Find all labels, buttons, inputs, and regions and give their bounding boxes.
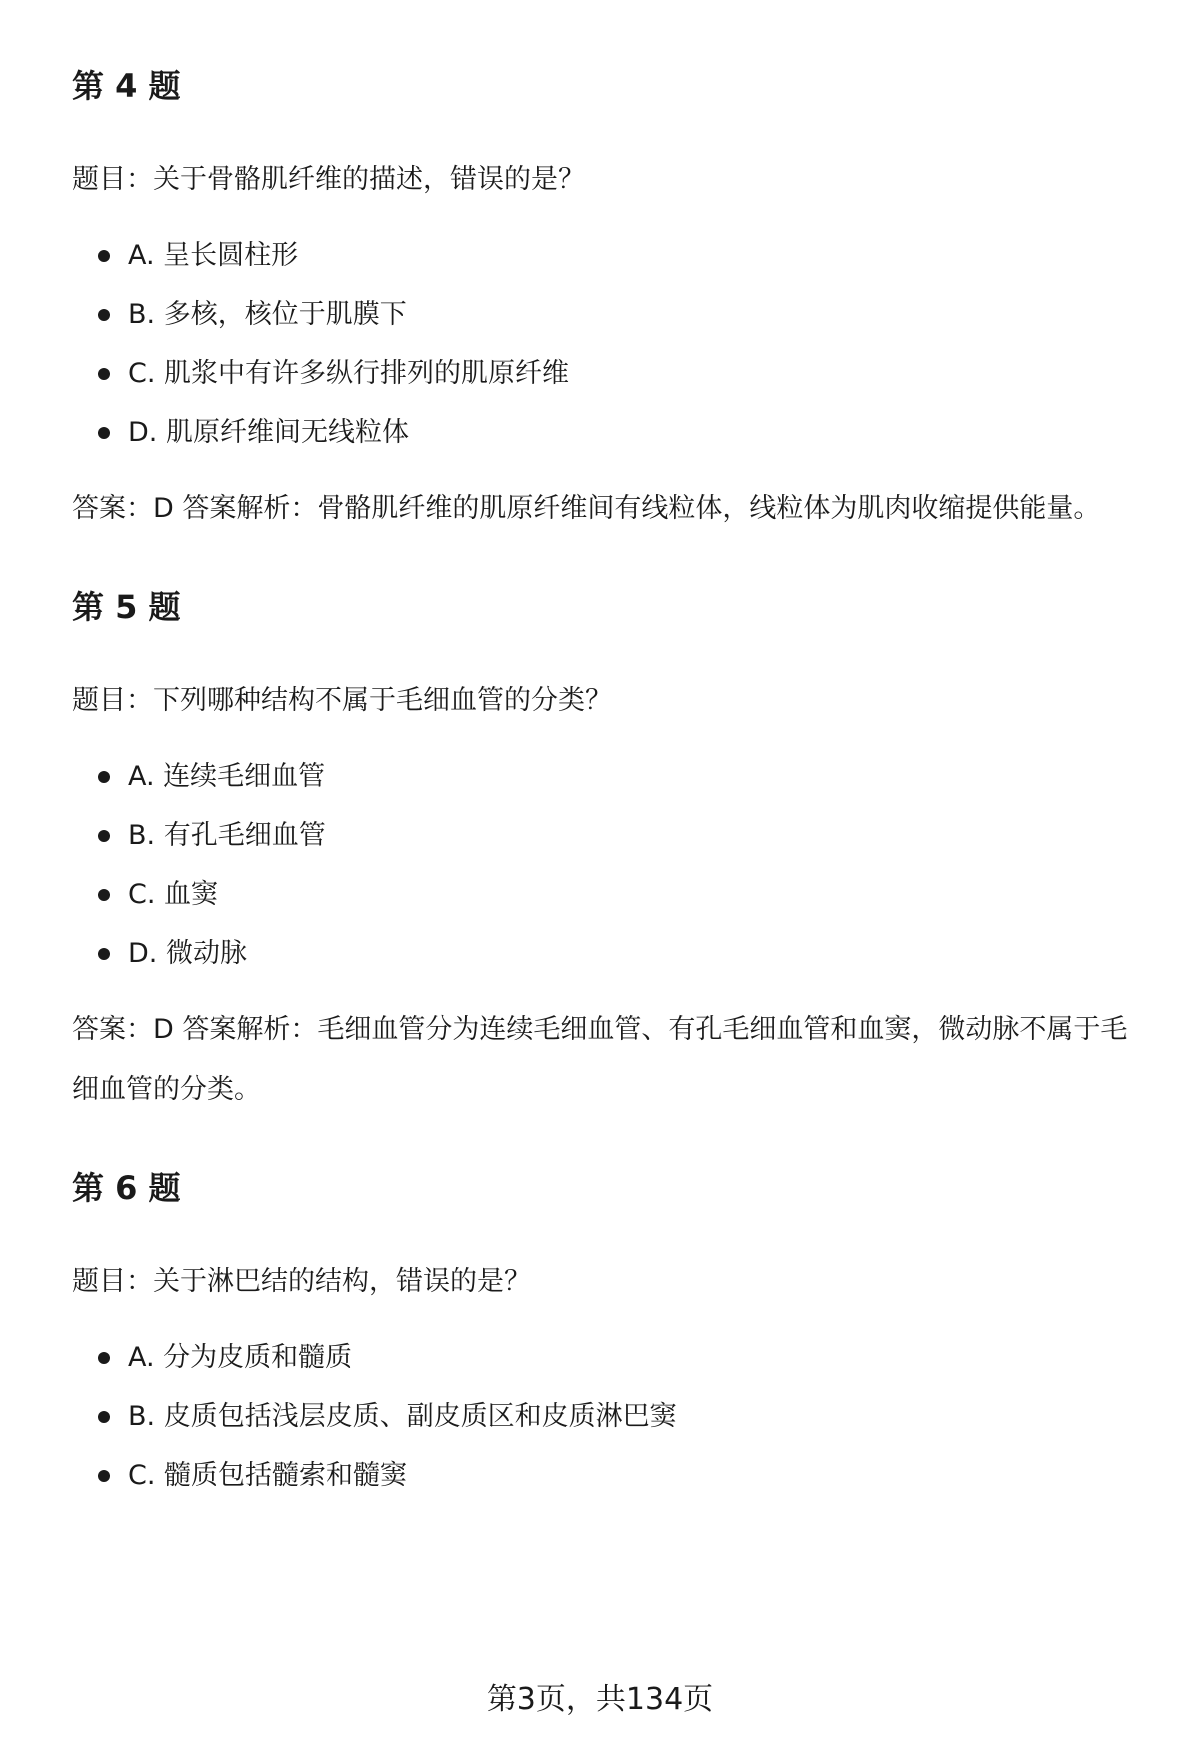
option-item	[72, 875, 1142, 915]
option-text: B. 多核，核位于肌膜下	[128, 299, 407, 330]
option-text: B. 皮质包括浅层皮质、副皮质区和皮质淋巴窦	[128, 1401, 677, 1432]
bullet-icon	[98, 1470, 110, 1482]
bullet-icon	[98, 948, 110, 960]
question-stem: 题目：关于骨骼肌纤维的描述，错误的是？	[72, 164, 585, 195]
option-text: B. 有孔毛细血管	[128, 820, 326, 851]
question-block	[72, 66, 1142, 539]
bullet-icon	[98, 368, 110, 380]
answer-explanation: 答案：D 答案解析：毛细血管分为连续毛细血管、有孔毛细血管和血窦，微动脉不属于毛细血管的分类。	[72, 1014, 1128, 1105]
bullet-icon	[98, 427, 110, 439]
page-number: 第3页，共134页	[486, 1682, 714, 1717]
question-heading: 第 5 题	[72, 588, 181, 626]
option-text: C. 髓质包括髓索和髓窦	[128, 1460, 408, 1491]
bullet-icon	[98, 771, 110, 783]
bullet-icon	[98, 830, 110, 842]
question-stem: 题目：下列哪种结构不属于毛细血管的分类？	[72, 685, 612, 716]
option-text: C. 血窦	[128, 879, 219, 910]
option-text: A. 呈长圆柱形	[128, 240, 299, 271]
option-text: D. 肌原纤维间无线粒体	[128, 417, 409, 448]
bullet-icon	[98, 1352, 110, 1364]
option-item	[72, 413, 1142, 453]
question-heading: 第 4 题	[72, 67, 181, 105]
option-text: A. 连续毛细血管	[128, 761, 326, 792]
option-item	[72, 934, 1142, 974]
option-item	[72, 1338, 1142, 1378]
answer-explanation: 答案：D 答案解析：骨骼肌纤维的肌原纤维间有线粒体，线粒体为肌肉收缩提供能量。	[72, 493, 1101, 524]
option-item	[72, 354, 1142, 394]
bullet-icon	[98, 250, 110, 262]
option-item	[72, 1456, 1142, 1496]
option-item	[72, 295, 1142, 335]
option-list	[72, 757, 1142, 974]
bullet-icon	[98, 1411, 110, 1423]
question-stem: 题目：关于淋巴结的结构，错误的是？	[72, 1266, 531, 1297]
option-text: A. 分为皮质和髓质	[128, 1342, 353, 1373]
bullet-icon	[98, 309, 110, 321]
page-content	[72, 66, 1142, 1496]
question-block	[72, 587, 1142, 1120]
option-text: C. 肌浆中有许多纵行排列的肌原纤维	[128, 358, 570, 389]
option-text: D. 微动脉	[128, 938, 247, 969]
option-item	[72, 1397, 1142, 1437]
option-list	[72, 1338, 1142, 1496]
option-item	[72, 236, 1142, 276]
option-item	[72, 757, 1142, 797]
bullet-icon	[98, 889, 110, 901]
question-heading: 第 6 题	[72, 1169, 181, 1207]
question-block	[72, 1168, 1142, 1496]
option-list	[72, 236, 1142, 453]
option-item	[72, 816, 1142, 856]
